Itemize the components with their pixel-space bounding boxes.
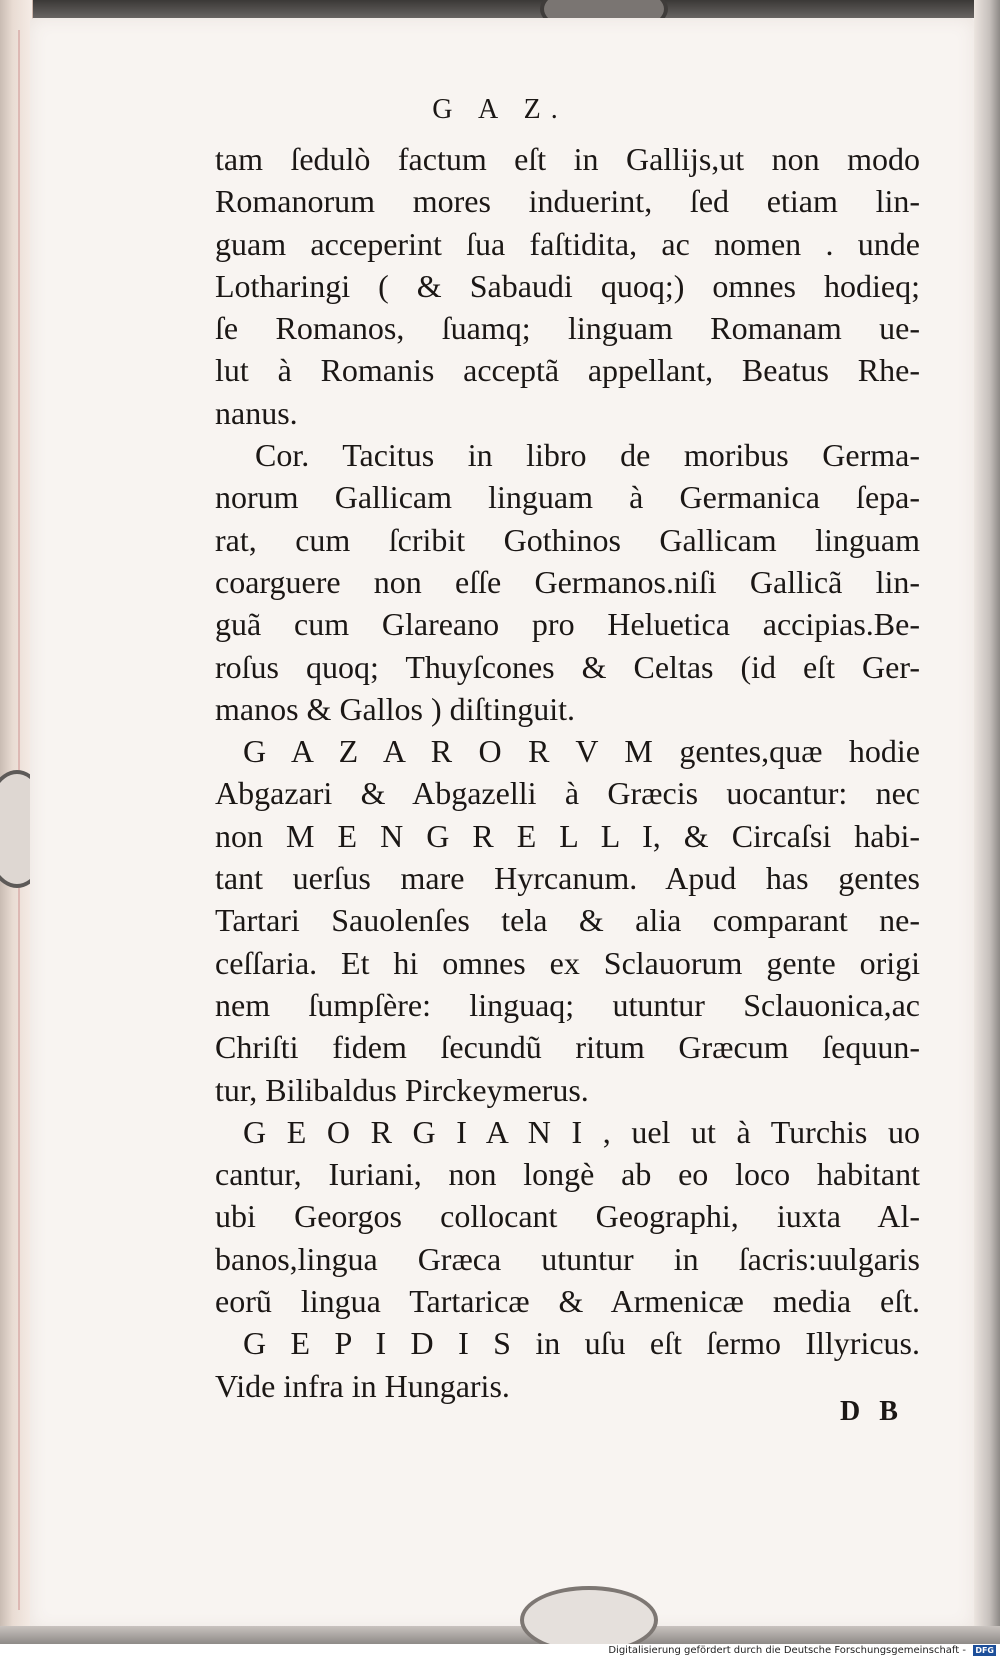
text-line: nem ſumpſère: linguaq; utuntur Sclauonica,ac — [215, 986, 920, 1023]
text-line: ubi Georgos collocant Geographi, iuxta Al- — [215, 1198, 920, 1235]
catchword: D B — [840, 1396, 904, 1427]
text-line: tant uerſus mare Hyrcanum. Apud has gentes — [215, 860, 920, 897]
text-line: Lotharingi ( & Sabaudi quoq;) omnes hodieq; — [215, 267, 920, 304]
text-line: G A Z A R O R V M gentes,quæ hodie — [243, 733, 920, 770]
text-line: rat, cum ſcribit Gothinos Gallicam linguam — [215, 521, 920, 558]
right-page-edges — [974, 0, 1000, 1640]
text-line: tam ſedulò factum eſt in Gallijs,ut non modo — [215, 141, 920, 177]
text-line: G E O R G I A N I , uel ut à Turchis uo — [243, 1113, 920, 1150]
text-line: lut à Romanis acceptã appellant, Beatus Rhe- — [215, 352, 920, 389]
dfg-logo: DFG — [975, 1646, 994, 1655]
text-line: coarguere non eſſe Germanos.niſi Gallicã lin- — [215, 563, 920, 600]
top-book-edge — [0, 0, 1000, 18]
text-line: cantur, Iuriani, non longè ab eo loco habitant — [215, 1156, 920, 1193]
text-line: Vide infra in Hungaris. — [215, 1367, 510, 1404]
text-line: G E P I D I S in uſu eſt ſermo Illyricus. — [243, 1325, 920, 1362]
text-line: Abgazari & Abgazelli à Græcis uocantur: nec — [215, 775, 920, 812]
bottom-book-edge — [0, 1626, 1000, 1644]
text-line: Tartari Sauolenſes tela & alia comparant ne- — [215, 902, 920, 939]
text-line: roſus quoq; Thuyſcones & Celtas (id eſt Ger- — [215, 648, 920, 685]
text-line: eorũ lingua Tartaricæ & Armenicæ media eſt. — [215, 1283, 920, 1320]
text-line: ſe Romanos, ſuamq; linguam Romanam ue- — [215, 310, 920, 347]
text-block — [215, 138, 920, 1407]
text-line: banos,lingua Græca utuntur in ſacris:uulgaris — [215, 1240, 920, 1277]
digitization-footer — [0, 1644, 1000, 1658]
text-line: ceſſaria. Et hi omnes ex Sclauorum gente origi — [215, 944, 920, 981]
funding-credit: Digitalisierung gefördert durch die Deutsche Forschungsgemeinschaft - — [608, 1645, 966, 1656]
running-head: G A Z. — [432, 94, 568, 125]
text-line: tur, Bilibaldus Pirckeymerus. — [215, 1071, 589, 1108]
text-line: norum Gallicam linguam à Germanica ſepa- — [215, 479, 920, 516]
text-line: Chriſti fidem ſecundũ ritum Græcum ſequun- — [215, 1029, 920, 1066]
text-line: Romanorum mores induerint, ſed etiam lin- — [215, 183, 920, 220]
text-line: manos & Gallos ) diſtinguit. — [215, 690, 575, 727]
text-line: nanus. — [215, 394, 298, 431]
text-line: guã cum Glareano pro Heluetica accipias.Be- — [215, 606, 920, 643]
text-line: guam acceperint ſua faſtidita, ac nomen . unde — [215, 225, 920, 262]
text-line: Cor. Tacitus in libro de moribus Germa- — [255, 437, 920, 474]
text-line: non M E N G R E L L I, & Circaſsi habi- — [215, 817, 920, 854]
